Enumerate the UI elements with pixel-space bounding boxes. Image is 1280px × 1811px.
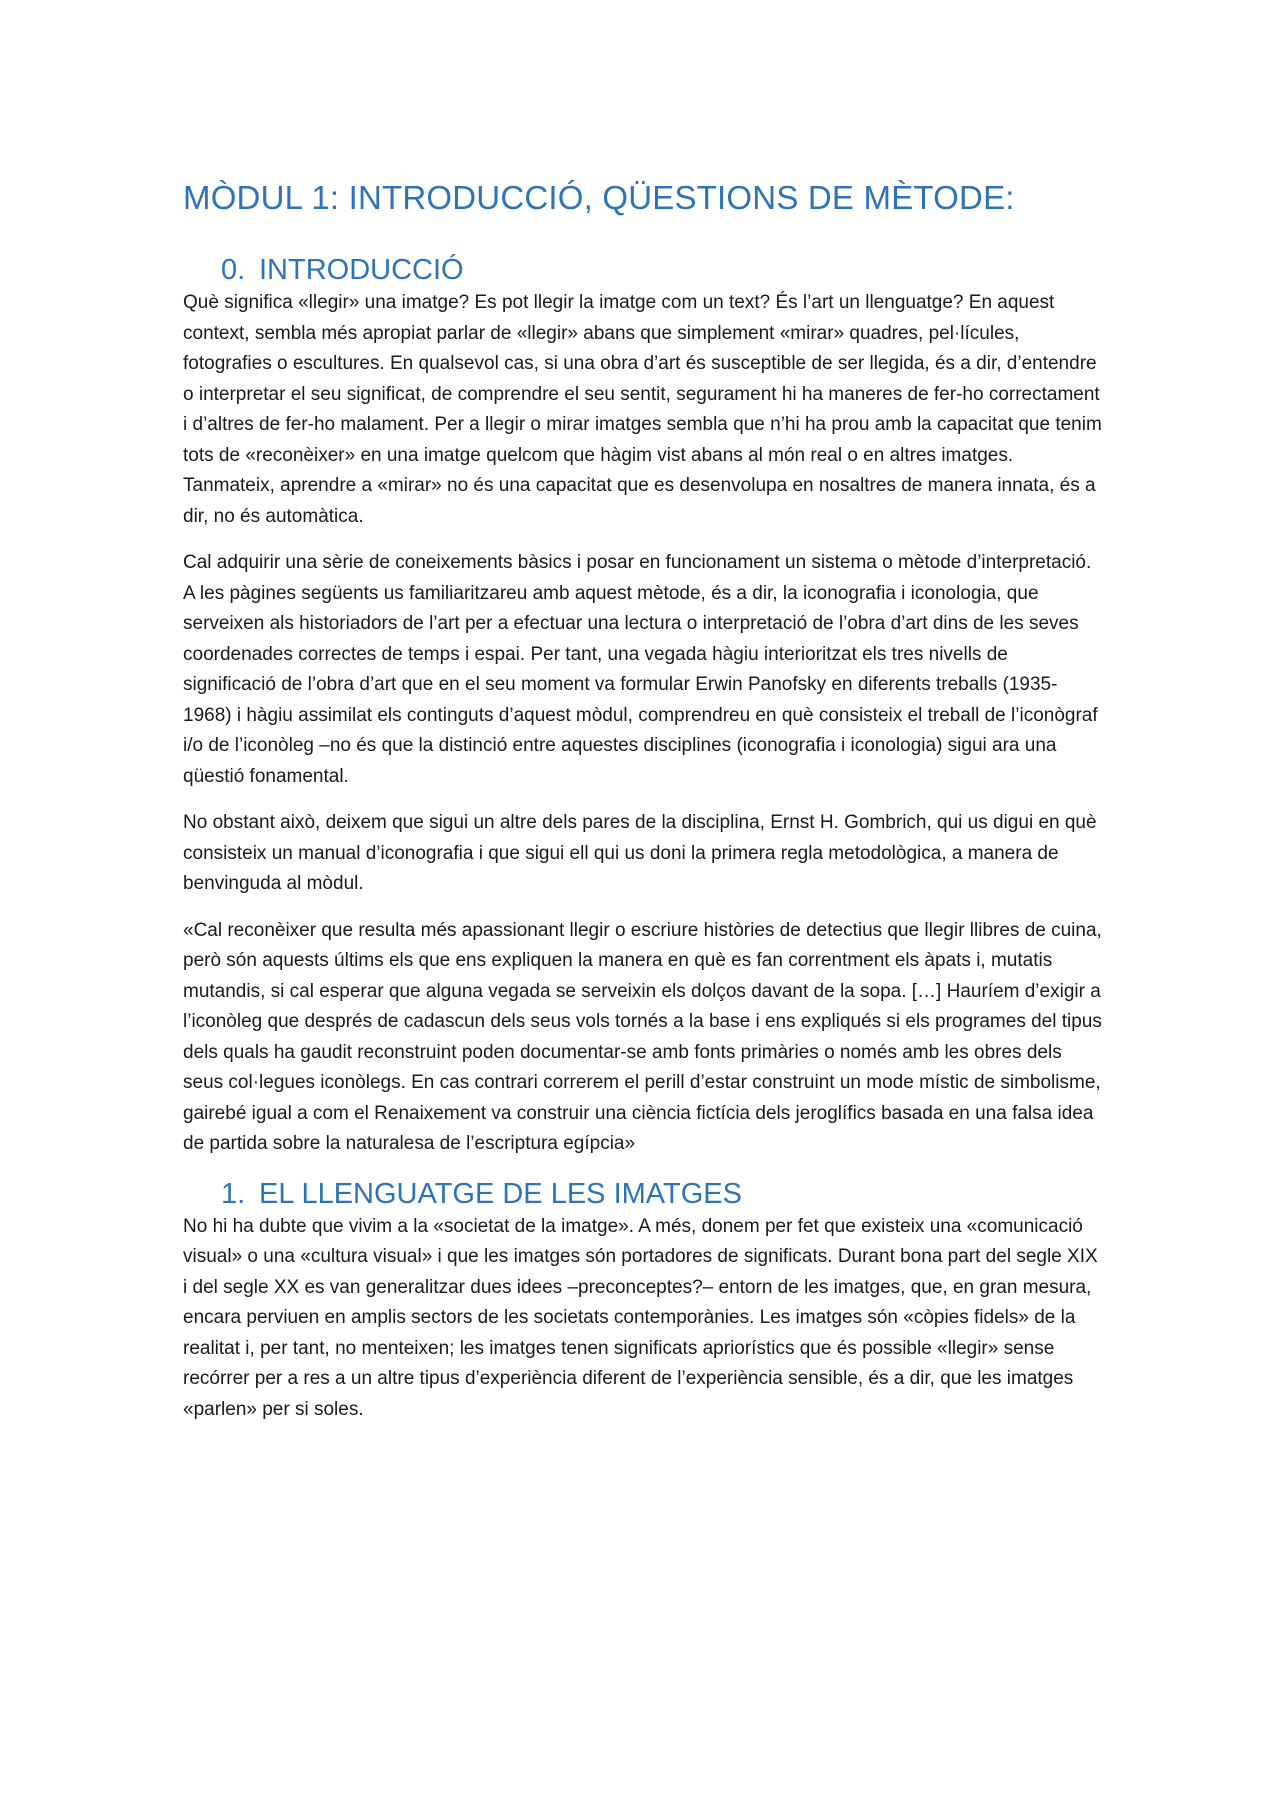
section-title: EL LLENGUATGE DE LES IMATGES	[259, 1177, 742, 1210]
section-heading-llenguatge	[183, 1176, 1103, 1212]
section-title: INTRODUCCIÓ	[259, 254, 464, 286]
section-heading-introduccio	[183, 252, 1103, 288]
paragraph: No hi ha dubte que vivim a la «societat de la imatge». A més, donem per fet que existeix una «comunicació visual» o una «cultura visual» i que les imatges són portadores de significats. Durant bona part del segle XIX i del segle XX es van generalitzar dues idees –preconceptes?– entorn de les imatges, que, en gran mesura, encara perviuen en amplis sectors de les societats contemporànies. Les imatges són «còpies fidels» de la realitat i, per tant, no menteixen; les imatges tenen significats apriorístics que és possible «llegir» sense recórrer per a res a un altre tipus d’experiència diferent de l’experiència sensible, és a dir, que les imatges «parlen» per si soles.	[183, 1215, 1098, 1420]
paragraph: No obstant això, deixem que sigui un altre dels pares de la disciplina, Ernst H. Gombrich, qui us digui en què consisteix un manual d’iconografia i que sigui ell qui us doni la primera regla metodològica, a manera de benvinguda al mòdul.	[183, 812, 1097, 894]
paragraph: Què significa «llegir» una imatge? Es pot llegir la imatge com un text? És l’art un llenguatge? En aquest context, sembla més apropiat parlar de «llegir» abans que simplement «mirar» quadres, pel·lícules, fotografies o escultures. En qualsevol cas, si una obra d’art és susceptible de ser llegida, és a dir, d’entendre o interpretar el seu significat, de comprendre el seu sentit, segurament hi ha maneres de fer-ho correctament i d’altres de fer-ho malament. Per a llegir o mirar imatges sembla que n’hi ha prou amb la capacitat que tenim tots de «reconèixer» en una imatge quelcom que hàgim vist abans al món real o en altres imatges. Tanmateix, aprendre a «mirar» no és una capacitat que es desenvolupa en nosaltres de manera innata, és a dir, no és automàtica.	[183, 292, 1102, 527]
section-number: 1.	[221, 1177, 246, 1210]
document-body	[183, 178, 1103, 1441]
quote-paragraph: «Cal reconèixer que resulta més apassionant llegir o escriure històries de detectius que llegir llibres de cuina, però són aquests últims els que ens expliquen la manera en què es fan correntment els àpats i, mutatis mutandis, si cal esperar que alguna vegada se serveixin els dolços davant de la sopa. […] Hauríem d’exigir a l’iconòleg que després de cadascun dels seus vols tornés a la base i ens expliqués si els programes del tipus dels quals ha gaudit reconstruint poden documentar-se amb fonts primàries o només amb les obres dels seus col·legues iconòlegs. En cas contrari correrem el perill d’estar construint un mode místic de simbolisme, gairebé igual a com el Renaixement va construir una ciència fictícia dels jeroglífics basada en una falsa idea de partida sobre la naturalesa de l’escriptura egípcia»	[183, 919, 1102, 1154]
section-number: 0.	[221, 254, 246, 286]
paragraph: Cal adquirir una sèrie de coneixements bàsics i posar en funcionament un sistema o mètode d’interpretació. A les pàgines següents us familiaritzareu amb aquest mètode, és a dir, la iconografia i iconologia, que serveixen als historiadors de l’art per a efectuar una lectura o interpretació de l’obra d’art dins de les seves coordenades correctes de temps i espai. Per tant, una vegada hàgiu interioritzat els tres nivells de significació de l’obra d’art que en el seu moment va formular Erwin Panofsky en diferents treballs (1935-1968) i hàgiu assimilat els continguts d’aquest mòdul, comprendreu en què consisteix el treball de l’iconògraf i/o de l’iconòleg –no és que la distinció entre aquestes disciplines (iconografia i iconologia) sigui ara una qüestió fonamental.	[183, 552, 1098, 787]
page-title: MÒDUL 1: INTRODUCCIÓ, QÜESTIONS DE MÈTODE:	[183, 179, 1015, 216]
